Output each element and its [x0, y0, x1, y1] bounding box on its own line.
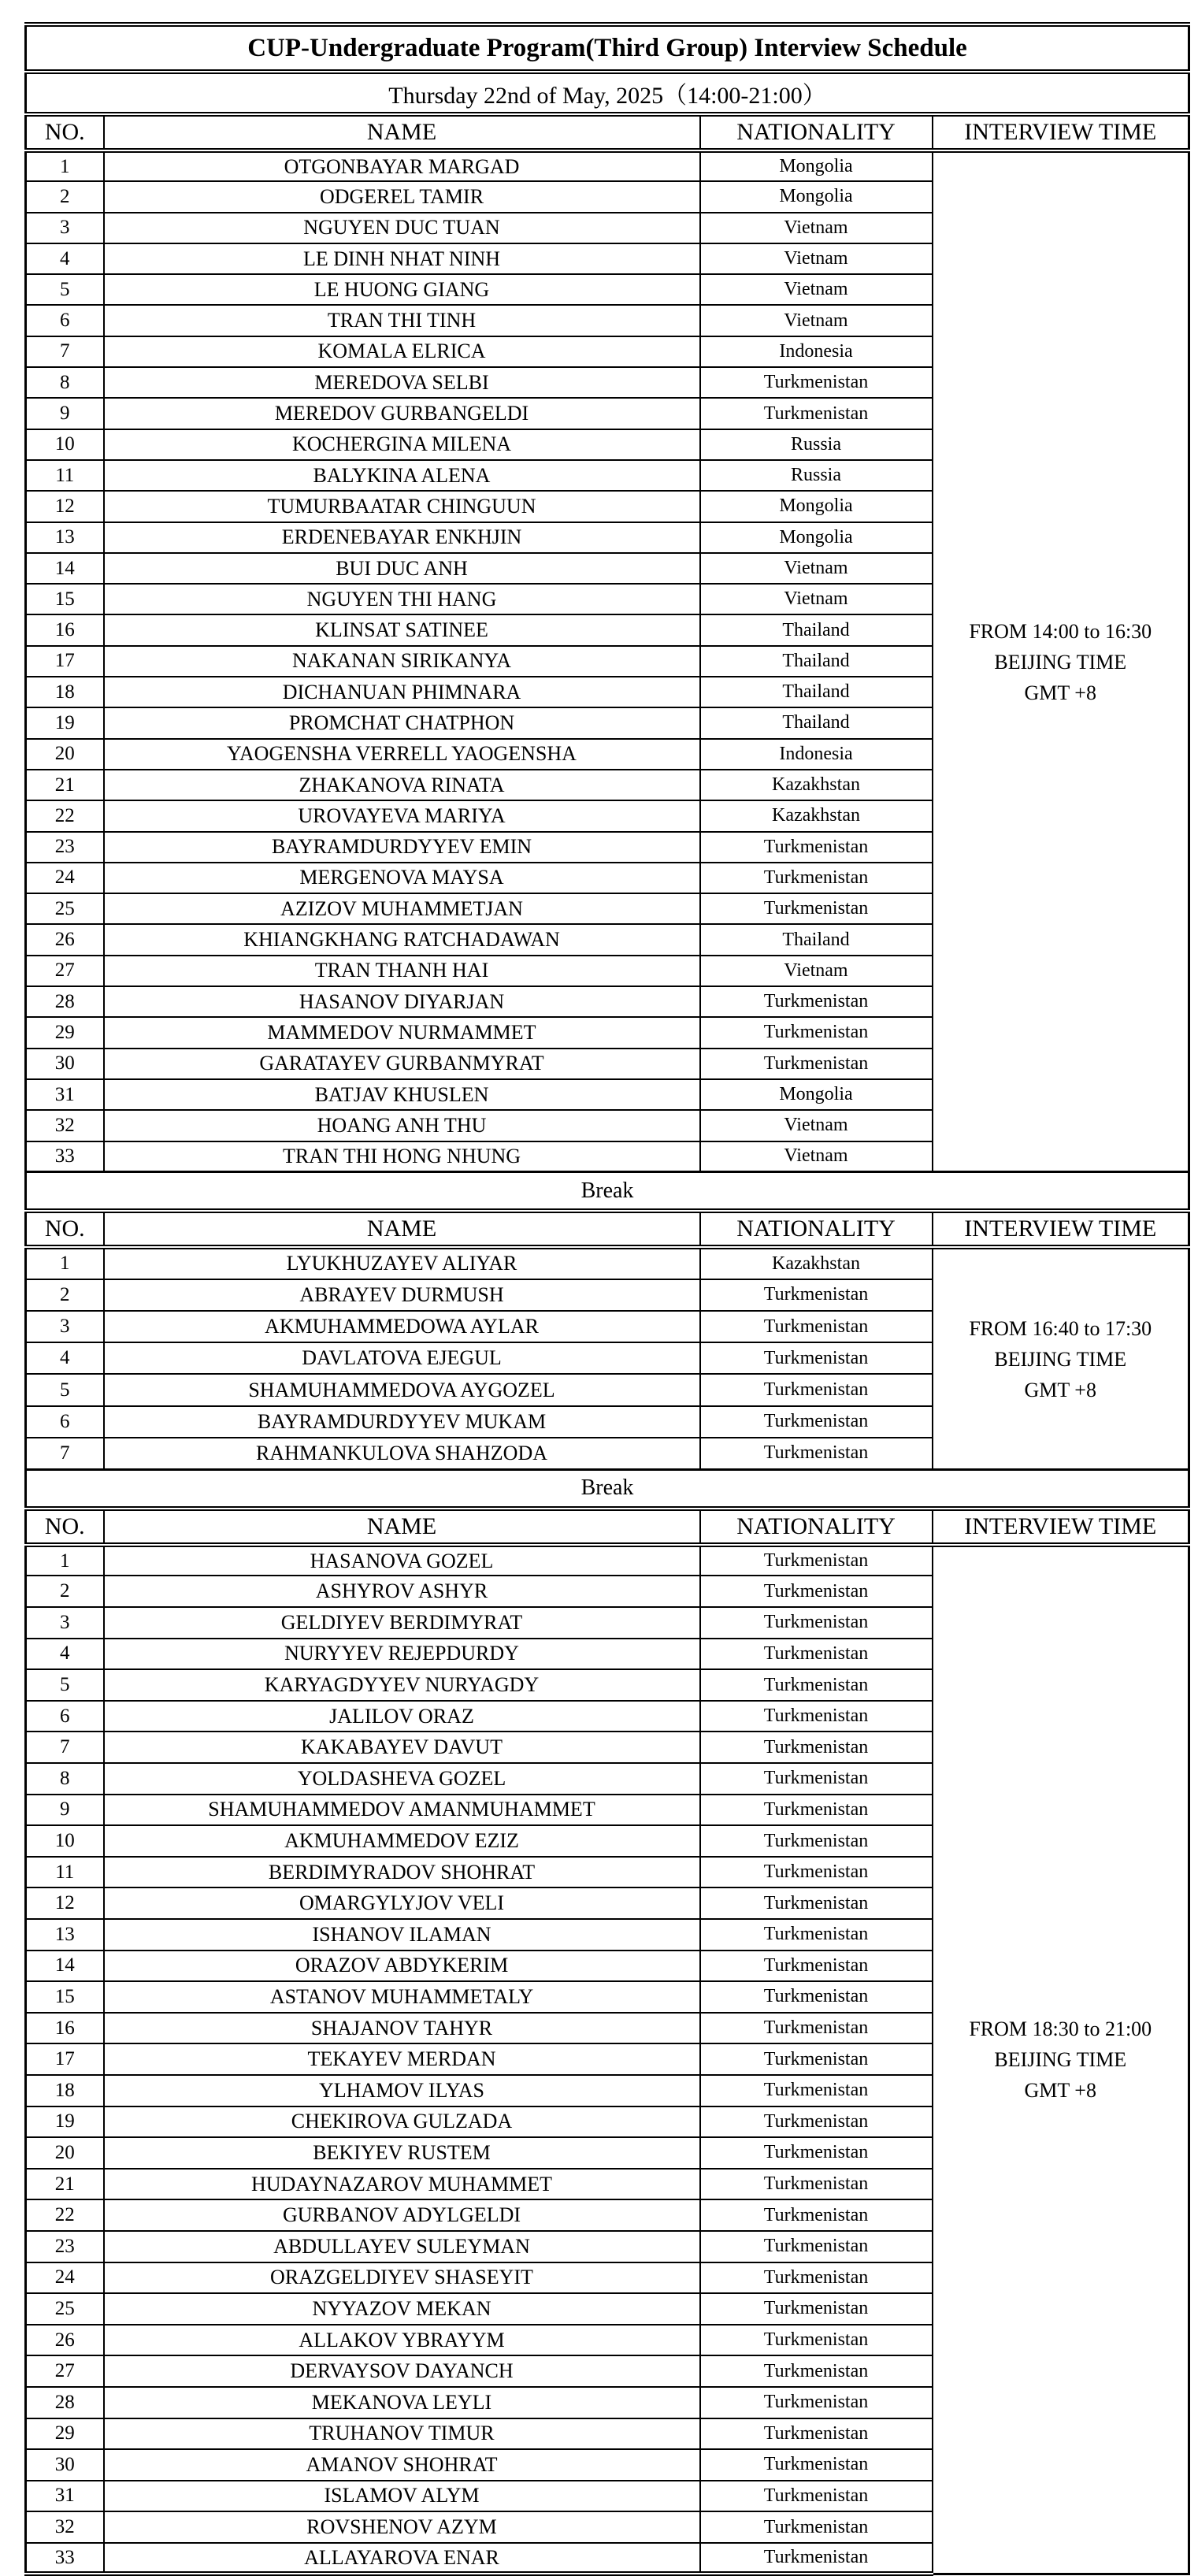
- name-cell: ABRAYEV DURMUSH: [104, 1279, 700, 1311]
- group-3-section: [26, 1509, 1189, 2574]
- name-cell: LE HUONG GIANG: [104, 274, 700, 305]
- row-number-cell: 21: [26, 770, 104, 800]
- row-number-cell: 3: [26, 1311, 104, 1342]
- name-cell: NGUYEN THI HANG: [104, 584, 700, 614]
- row-number-cell: 8: [26, 1763, 104, 1795]
- row-number-cell: 25: [26, 2293, 104, 2325]
- nationality-cell: Thailand: [700, 707, 933, 738]
- break-label: Break: [26, 1469, 1189, 1509]
- name-cell: TEKAYEV MERDAN: [104, 2043, 700, 2075]
- name-cell: YAOGENSHA VERRELL YAOGENSHA: [104, 739, 700, 770]
- name-cell: MERGENOVA MAYSA: [104, 863, 700, 893]
- row-number-cell: 26: [26, 2325, 104, 2356]
- name-cell: BAYRAMDURDYYEV MUKAM: [104, 1406, 700, 1438]
- name-cell: ASHYROV ASHYR: [104, 1576, 700, 1607]
- nationality-cell: Turkmenistan: [700, 1669, 933, 1701]
- row-number-cell: 5: [26, 1669, 104, 1701]
- nationality-cell: Vietnam: [700, 553, 933, 584]
- nationality-cell: Turkmenistan: [700, 1576, 933, 1607]
- nationality-cell: Kazakhstan: [700, 1247, 933, 1279]
- schedule-date: Thursday 22nd of May, 2025（14:00-21:00）: [26, 72, 1189, 114]
- nationality-cell: Turkmenistan: [700, 1763, 933, 1795]
- name-cell: AZIZOV MUHAMMETJAN: [104, 893, 700, 924]
- row-number-cell: 4: [26, 243, 104, 274]
- name-cell: KOCHERGINA MILENA: [104, 429, 700, 460]
- name-cell: YOLDASHEVA GOZEL: [104, 1763, 700, 1795]
- row-number-cell: 13: [26, 522, 104, 553]
- nationality-cell: Turkmenistan: [700, 1887, 933, 1919]
- nationality-cell: Russia: [700, 429, 933, 460]
- row-number-cell: 5: [26, 274, 104, 305]
- nationality-cell: Vietnam: [700, 584, 933, 614]
- name-cell: HOANG ANH THU: [104, 1110, 700, 1141]
- row-number-cell: 27: [26, 2355, 104, 2387]
- row-number-cell: 24: [26, 2262, 104, 2294]
- nationality-cell: Turkmenistan: [700, 2355, 933, 2387]
- name-column-header: NAME: [104, 1509, 700, 1545]
- nationality-cell: Turkmenistan: [700, 398, 933, 429]
- row-number-cell: 11: [26, 460, 104, 491]
- name-cell: LE DINH NHAT NINH: [104, 243, 700, 274]
- row-number-cell: 2: [26, 1576, 104, 1607]
- nationality-cell: Turkmenistan: [700, 1857, 933, 1888]
- name-cell: TUMURBAATAR CHINGUUN: [104, 491, 700, 522]
- no-column-header: NO.: [26, 114, 104, 150]
- row-number-cell: 1: [26, 1247, 104, 1279]
- nationality-cell: Turkmenistan: [700, 1342, 933, 1374]
- nationality-cell: Vietnam: [700, 305, 933, 336]
- name-cell: KAKABAYEV DAVUT: [104, 1732, 700, 1763]
- name-cell: AKMUHAMMEDOWA AYLAR: [104, 1311, 700, 1342]
- row-number-cell: 15: [26, 1981, 104, 2013]
- row-number-cell: 16: [26, 614, 104, 645]
- nationality-cell: Turkmenistan: [700, 863, 933, 893]
- nationality-cell: Thailand: [700, 924, 933, 955]
- row-number-cell: 29: [26, 1017, 104, 1048]
- schedule-document: [24, 22, 1190, 2576]
- name-cell: TRUHANOV TIMUR: [104, 2418, 700, 2450]
- name-cell: ALLAKOV YBRAYYM: [104, 2325, 700, 2356]
- nationality-cell: Turkmenistan: [700, 2481, 933, 2512]
- row-number-cell: 27: [26, 956, 104, 986]
- nationality-cell: Turkmenistan: [700, 2013, 933, 2044]
- name-cell: SHAJANOV TAHYR: [104, 2013, 700, 2044]
- nationality-cell: Vietnam: [700, 1141, 933, 1172]
- column-header-row: [26, 1509, 1189, 1545]
- name-cell: MEREDOV GURBANGELDI: [104, 398, 700, 429]
- row-number-cell: 33: [26, 2543, 104, 2574]
- title-row: [26, 24, 1189, 72]
- row-number-cell: 22: [26, 2199, 104, 2231]
- row-number-cell: 23: [26, 832, 104, 863]
- nationality-cell: Vietnam: [700, 956, 933, 986]
- nationality-cell: Thailand: [700, 677, 933, 707]
- row-number-cell: 6: [26, 1701, 104, 1732]
- row-number-cell: 30: [26, 1049, 104, 1079]
- table-row: [26, 150, 1189, 181]
- name-cell: RAHMANKULOVA SHAHZODA: [104, 1438, 700, 1469]
- row-number-cell: 15: [26, 584, 104, 614]
- name-column-header: NAME: [104, 114, 700, 150]
- name-cell: KOMALA ELRICA: [104, 336, 700, 367]
- row-number-cell: 18: [26, 2075, 104, 2106]
- name-cell: PROMCHAT CHATPHON: [104, 707, 700, 738]
- name-cell: ISHANOV ILAMAN: [104, 1919, 700, 1951]
- title-section: [26, 24, 1189, 114]
- row-number-cell: 31: [26, 2481, 104, 2512]
- nationality-cell: Turkmenistan: [700, 2418, 933, 2450]
- row-number-cell: 22: [26, 800, 104, 831]
- name-cell: KARYAGDYYEV NURYAGDY: [104, 1669, 700, 1701]
- name-cell: ORAZGELDIYEV SHASEYIT: [104, 2262, 700, 2294]
- nationality-cell: Turkmenistan: [700, 2387, 933, 2418]
- name-cell: DICHANUAN PHIMNARA: [104, 677, 700, 707]
- row-number-cell: 12: [26, 491, 104, 522]
- name-cell: YLHAMOV ILYAS: [104, 2075, 700, 2106]
- nationality-cell: Turkmenistan: [700, 832, 933, 863]
- row-number-cell: 2: [26, 1279, 104, 1311]
- row-number-cell: 4: [26, 1342, 104, 1374]
- row-number-cell: 1: [26, 150, 104, 181]
- nationality-cell: Turkmenistan: [700, 1438, 933, 1469]
- row-number-cell: 24: [26, 863, 104, 893]
- interview-time-column-header: INTERVIEW TIME: [933, 114, 1189, 150]
- row-number-cell: 3: [26, 213, 104, 243]
- row-number-cell: 28: [26, 986, 104, 1017]
- nationality-cell: Turkmenistan: [700, 2262, 933, 2294]
- nationality-cell: Mongolia: [700, 181, 933, 212]
- row-number-cell: 23: [26, 2231, 104, 2262]
- name-cell: BATJAV KHUSLEN: [104, 1079, 700, 1110]
- name-cell: BAYRAMDURDYYEV EMIN: [104, 832, 700, 863]
- nationality-column-header: NATIONALITY: [700, 1211, 933, 1247]
- no-column-header: NO.: [26, 1211, 104, 1247]
- name-cell: OMARGYLYJOV VELI: [104, 1887, 700, 1919]
- nationality-cell: Turkmenistan: [700, 2106, 933, 2138]
- name-cell: JALILOV ORAZ: [104, 1701, 700, 1732]
- row-number-cell: 3: [26, 1607, 104, 1639]
- name-cell: BERDIMYRADOV SHOHRAT: [104, 1857, 700, 1888]
- name-cell: BEKIYEV RUSTEM: [104, 2137, 700, 2169]
- nationality-cell: Turkmenistan: [700, 2137, 933, 2169]
- nationality-cell: Turkmenistan: [700, 1406, 933, 1438]
- row-number-cell: 20: [26, 2137, 104, 2169]
- row-number-cell: 28: [26, 2387, 104, 2418]
- interview-time-column-header: INTERVIEW TIME: [933, 1509, 1189, 1545]
- nationality-cell: Thailand: [700, 614, 933, 645]
- nationality-cell: Turkmenistan: [700, 1545, 933, 1576]
- name-cell: LYUKHUZAYEV ALIYAR: [104, 1247, 700, 1279]
- nationality-cell: Turkmenistan: [700, 986, 933, 1017]
- nationality-cell: Kazakhstan: [700, 770, 933, 800]
- name-cell: GURBANOV ADYLGELDI: [104, 2199, 700, 2231]
- name-cell: AKMUHAMMEDOV EZIZ: [104, 1825, 700, 1857]
- row-number-cell: 10: [26, 1825, 104, 1857]
- row-number-cell: 7: [26, 336, 104, 367]
- nationality-cell: Kazakhstan: [700, 800, 933, 831]
- column-header-row: [26, 114, 1189, 150]
- nationality-cell: Vietnam: [700, 213, 933, 243]
- interview-time-cell: [933, 150, 1189, 1172]
- nationality-cell: Turkmenistan: [700, 1311, 933, 1342]
- row-number-cell: 16: [26, 2013, 104, 2044]
- nationality-cell: Turkmenistan: [700, 1017, 933, 1048]
- name-cell: ISLAMOV ALYM: [104, 2481, 700, 2512]
- row-number-cell: 33: [26, 1141, 104, 1172]
- name-cell: HUDAYNAZAROV MUHAMMET: [104, 2169, 700, 2200]
- nationality-cell: Turkmenistan: [700, 1374, 933, 1405]
- row-number-cell: 32: [26, 2511, 104, 2543]
- interview-time-line: BEIJING TIME: [994, 650, 1127, 674]
- name-cell: ERDENEBAYAR ENKHJIN: [104, 522, 700, 553]
- nationality-cell: Mongolia: [700, 150, 933, 181]
- interview-time-column-header: INTERVIEW TIME: [933, 1211, 1189, 1247]
- nationality-cell: Turkmenistan: [700, 2075, 933, 2106]
- name-cell: NGUYEN DUC TUAN: [104, 213, 700, 243]
- row-number-cell: 19: [26, 2106, 104, 2138]
- name-cell: BUI DUC ANH: [104, 553, 700, 584]
- nationality-cell: Indonesia: [700, 336, 933, 367]
- name-cell: DERVAYSOV DAYANCH: [104, 2355, 700, 2387]
- name-cell: TRAN THI TINH: [104, 305, 700, 336]
- nationality-cell: Turkmenistan: [700, 367, 933, 398]
- row-number-cell: 4: [26, 1639, 104, 1670]
- nationality-cell: Turkmenistan: [700, 2169, 933, 2200]
- nationality-cell: Turkmenistan: [700, 1607, 933, 1639]
- row-number-cell: 32: [26, 1110, 104, 1141]
- nationality-cell: Mongolia: [700, 1079, 933, 1110]
- nationality-cell: Indonesia: [700, 739, 933, 770]
- name-cell: KHIANGKHANG RATCHADAWAN: [104, 924, 700, 955]
- name-cell: MAMMEDOV NURMAMMET: [104, 1017, 700, 1048]
- row-number-cell: 26: [26, 924, 104, 955]
- break-section-1: [26, 1172, 1189, 1212]
- interview-time-line: GMT +8: [1024, 681, 1096, 704]
- name-cell: BALYKINA ALENA: [104, 460, 700, 491]
- nationality-cell: Mongolia: [700, 522, 933, 553]
- row-number-cell: 11: [26, 1857, 104, 1888]
- name-cell: GARATAYEV GURBANMYRAT: [104, 1049, 700, 1079]
- nationality-cell: Turkmenistan: [700, 2543, 933, 2574]
- row-number-cell: 1: [26, 1545, 104, 1576]
- name-cell: MEKANOVA LEYLI: [104, 2387, 700, 2418]
- nationality-cell: Turkmenistan: [700, 2231, 933, 2262]
- interview-time-line: FROM 18:30 to 21:00: [969, 2017, 1152, 2041]
- name-cell: CHEKIROVA GULZADA: [104, 2106, 700, 2138]
- nationality-cell: Turkmenistan: [700, 2293, 933, 2325]
- nationality-cell: Vietnam: [700, 1110, 933, 1141]
- nationality-cell: Turkmenistan: [700, 1049, 933, 1079]
- name-cell: ABDULLAYEV SULEYMAN: [104, 2231, 700, 2262]
- break-section-2: [26, 1469, 1189, 1509]
- row-number-cell: 7: [26, 1732, 104, 1763]
- nationality-cell: Turkmenistan: [700, 1951, 933, 1982]
- row-number-cell: 9: [26, 1795, 104, 1826]
- break-label: Break: [26, 1172, 1189, 1212]
- nationality-cell: Thailand: [700, 646, 933, 677]
- name-cell: OTGONBAYAR MARGAD: [104, 150, 700, 181]
- nationality-cell: Mongolia: [700, 491, 933, 522]
- column-header-row: [26, 1211, 1189, 1247]
- nationality-cell: Turkmenistan: [700, 1919, 933, 1951]
- group-1-section: [26, 114, 1189, 1172]
- page-title: CUP-Undergraduate Program(Third Group) Interview Schedule: [26, 24, 1189, 72]
- name-cell: HASANOV DIYARJAN: [104, 986, 700, 1017]
- row-number-cell: 19: [26, 707, 104, 738]
- nationality-cell: Turkmenistan: [700, 1701, 933, 1732]
- row-number-cell: 10: [26, 429, 104, 460]
- name-cell: ODGEREL TAMIR: [104, 181, 700, 212]
- name-cell: NAKANAN SIRIKANYA: [104, 646, 700, 677]
- schedule-table: [24, 22, 1190, 2576]
- row-number-cell: 17: [26, 646, 104, 677]
- name-cell: TRAN THI HONG NHUNG: [104, 1141, 700, 1172]
- row-number-cell: 2: [26, 181, 104, 212]
- row-number-cell: 5: [26, 1374, 104, 1405]
- nationality-cell: Turkmenistan: [700, 1981, 933, 2013]
- interview-time-line: GMT +8: [1024, 2079, 1096, 2103]
- nationality-column-header: NATIONALITY: [700, 1509, 933, 1545]
- name-cell: SHAMUHAMMEDOV AMANMUHAMMET: [104, 1795, 700, 1826]
- row-number-cell: 13: [26, 1919, 104, 1951]
- row-number-cell: 6: [26, 1406, 104, 1438]
- row-number-cell: 25: [26, 893, 104, 924]
- name-cell: ORAZOV ABDYKERIM: [104, 1951, 700, 1982]
- interview-time-line: GMT +8: [1024, 1378, 1096, 1401]
- name-cell: ALLAYAROVA ENAR: [104, 2543, 700, 2574]
- no-column-header: NO.: [26, 1509, 104, 1545]
- group-2-section: [26, 1211, 1189, 1469]
- name-cell: GELDIYEV BERDIMYRAT: [104, 1607, 700, 1639]
- name-cell: HASANOVA GOZEL: [104, 1545, 700, 1576]
- name-cell: TRAN THANH HAI: [104, 956, 700, 986]
- row-number-cell: 6: [26, 305, 104, 336]
- row-number-cell: 18: [26, 677, 104, 707]
- nationality-column-header: NATIONALITY: [700, 114, 933, 150]
- table-row: [26, 1247, 1189, 1279]
- nationality-cell: Turkmenistan: [700, 2325, 933, 2356]
- name-cell: MEREDOVA SELBI: [104, 367, 700, 398]
- name-cell: NURYYEV REJEPDURDY: [104, 1639, 700, 1670]
- nationality-cell: Russia: [700, 460, 933, 491]
- interview-time-cell: [933, 1545, 1189, 2574]
- row-number-cell: 14: [26, 553, 104, 584]
- row-number-cell: 21: [26, 2169, 104, 2200]
- nationality-cell: Turkmenistan: [700, 1795, 933, 1826]
- name-cell: ROVSHENOV AZYM: [104, 2511, 700, 2543]
- name-cell: KLINSAT SATINEE: [104, 614, 700, 645]
- name-column-header: NAME: [104, 1211, 700, 1247]
- row-number-cell: 30: [26, 2449, 104, 2481]
- interview-time-line: BEIJING TIME: [994, 2048, 1127, 2072]
- nationality-cell: Vietnam: [700, 274, 933, 305]
- name-cell: NYYAZOV MEKAN: [104, 2293, 700, 2325]
- row-number-cell: 7: [26, 1438, 104, 1469]
- row-number-cell: 12: [26, 1887, 104, 1919]
- name-cell: SHAMUHAMMEDOVA AYGOZEL: [104, 1374, 700, 1405]
- nationality-cell: Turkmenistan: [700, 1825, 933, 1857]
- interview-time-line: BEIJING TIME: [994, 1347, 1127, 1371]
- name-cell: ASTANOV MUHAMMETALY: [104, 1981, 700, 2013]
- nationality-cell: Turkmenistan: [700, 1639, 933, 1670]
- interview-time-line: FROM 14:00 to 16:30: [969, 619, 1152, 643]
- name-cell: DAVLATOVA EJEGUL: [104, 1342, 700, 1374]
- interview-time-cell: [933, 1247, 1189, 1469]
- name-cell: UROVAYEVA MARIYA: [104, 800, 700, 831]
- name-cell: ZHAKANOVA RINATA: [104, 770, 700, 800]
- nationality-cell: Turkmenistan: [700, 2449, 933, 2481]
- row-number-cell: 14: [26, 1951, 104, 1982]
- nationality-cell: Turkmenistan: [700, 1732, 933, 1763]
- break-row: [26, 1172, 1189, 1212]
- row-number-cell: 29: [26, 2418, 104, 2450]
- row-number-cell: 8: [26, 367, 104, 398]
- row-number-cell: 31: [26, 1079, 104, 1110]
- row-number-cell: 20: [26, 739, 104, 770]
- nationality-cell: Turkmenistan: [700, 2043, 933, 2075]
- interview-time-line: FROM 16:40 to 17:30: [969, 1316, 1152, 1340]
- nationality-cell: Turkmenistan: [700, 1279, 933, 1311]
- break-row: [26, 1469, 1189, 1509]
- table-row: [26, 1545, 1189, 1576]
- subtitle-row: [26, 72, 1189, 114]
- row-number-cell: 17: [26, 2043, 104, 2075]
- nationality-cell: Turkmenistan: [700, 2511, 933, 2543]
- row-number-cell: 9: [26, 398, 104, 429]
- nationality-cell: Turkmenistan: [700, 2199, 933, 2231]
- nationality-cell: Turkmenistan: [700, 893, 933, 924]
- nationality-cell: Vietnam: [700, 243, 933, 274]
- name-cell: AMANOV SHOHRAT: [104, 2449, 700, 2481]
